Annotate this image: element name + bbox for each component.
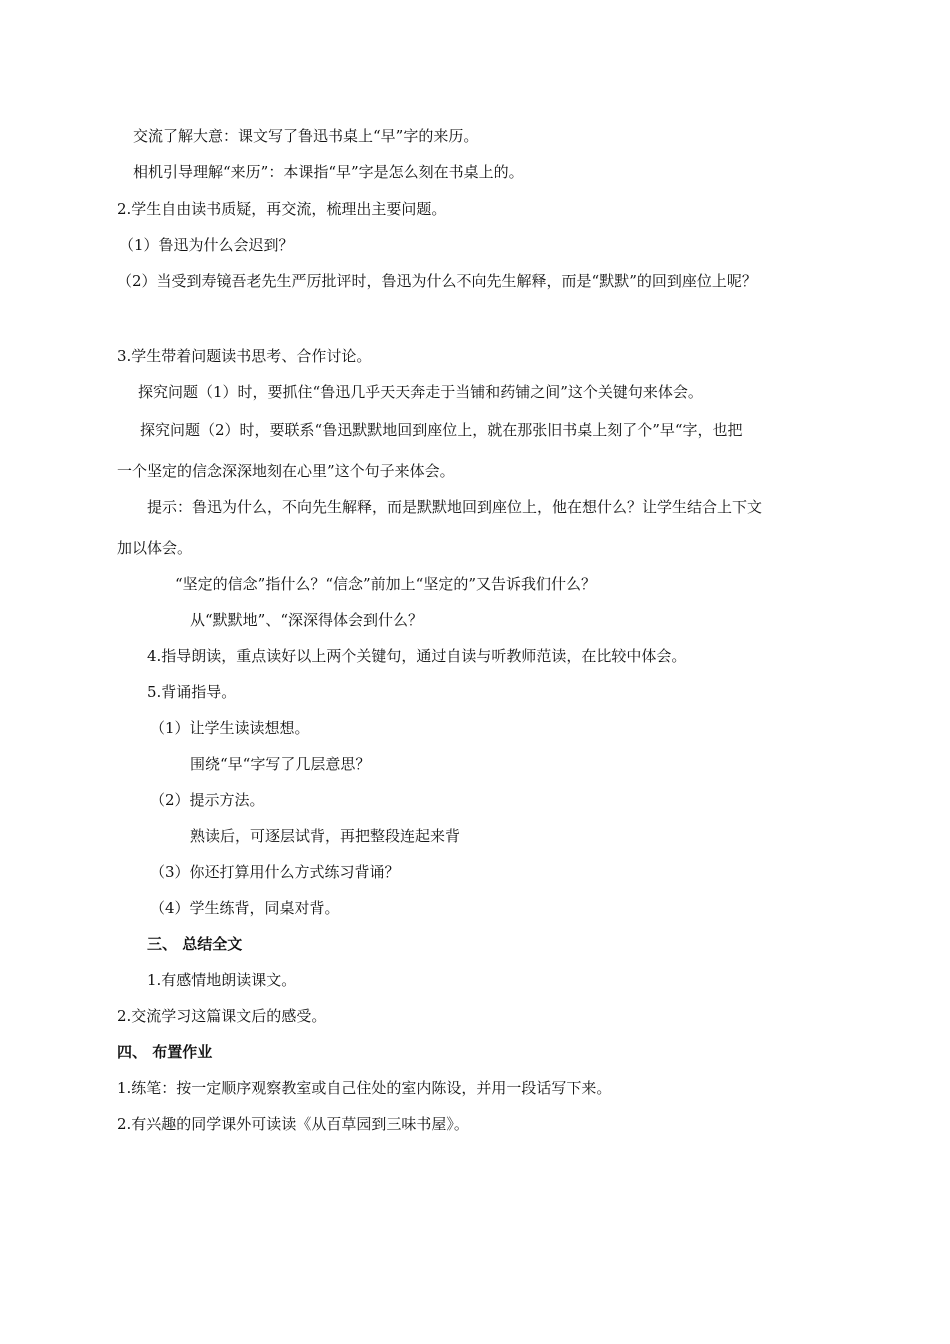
text-line: 1.练笔：按一定顺序观察教室或自己住处的室内陈设，并用一段话写下来。 <box>117 1079 612 1097</box>
text-line: 4.指导朗读，重点读好以上两个关键句，通过自读与听教师范读，在比较中体会。 <box>147 647 687 665</box>
text-line: （2）提示方法。 <box>150 791 265 809</box>
text-line: 相机引导理解“来历”：本课指“早”字是怎么刻在书桌上的。 <box>133 163 524 181</box>
text-line: （4）学生练背，同桌对背。 <box>150 899 340 917</box>
section-heading: 四、 布置作业 <box>117 1043 213 1061</box>
text-line: 从“默默地”、“深深得体会到什么？ <box>190 611 424 629</box>
text-line: （1）让学生读读想想。 <box>150 719 310 737</box>
text-line: 2.学生自由读书质疑，再交流，梳理出主要问题。 <box>117 200 447 218</box>
text-line: 围绕“早“字写了几层意思？ <box>190 755 371 773</box>
text-line: 探究问题（2）时，要联系“鲁迅默默地回到座位上，就在那张旧书桌上刻了个”早“字，也把 <box>140 421 743 439</box>
text-line: （3）你还打算用什么方式练习背诵？ <box>150 863 400 881</box>
text-line: 交流了解大意：课文写了鲁迅书桌上“早”字的来历。 <box>133 127 479 145</box>
text-line: （2）当受到寿镜吾老先生严厉批评时，鲁迅为什么不向先生解释，而是“默默”的回到座位上呢？ <box>117 272 757 290</box>
text-line: 2.有兴趣的同学课外可读读《从百草园到三味书屋》。 <box>117 1115 469 1133</box>
text-line: 一个坚定的信念深深地刻在心里”这个句子来体会。 <box>117 462 455 480</box>
text-line: 5.背诵指导。 <box>147 683 237 701</box>
text-line: 2.交流学习这篇课文后的感受。 <box>117 1007 327 1025</box>
text-line: 1.有感情地朗读课文。 <box>147 971 297 989</box>
text-line: 加以体会。 <box>117 539 193 557</box>
text-line: （1）鲁迅为什么会迟到？ <box>119 236 294 254</box>
text-line: 3.学生带着问题读书思考、合作讨论。 <box>117 347 372 365</box>
text-line: 熟读后，可逐层试背，再把整段连起来背 <box>190 827 461 845</box>
text-line: “坚定的信念”指什么？“信念”前加上“坚定的”又告诉我们什么？ <box>175 575 597 593</box>
text-line: 探究问题（1）时，要抓住“鲁迅几乎天天奔走于当铺和药铺之间”这个关键句来体会。 <box>138 383 703 401</box>
text-line: 提示：鲁迅为什么，不向先生解释，而是默默地回到座位上，他在想什么？让学生结合上下文 <box>147 498 763 516</box>
section-heading: 三、 总结全文 <box>147 935 243 953</box>
